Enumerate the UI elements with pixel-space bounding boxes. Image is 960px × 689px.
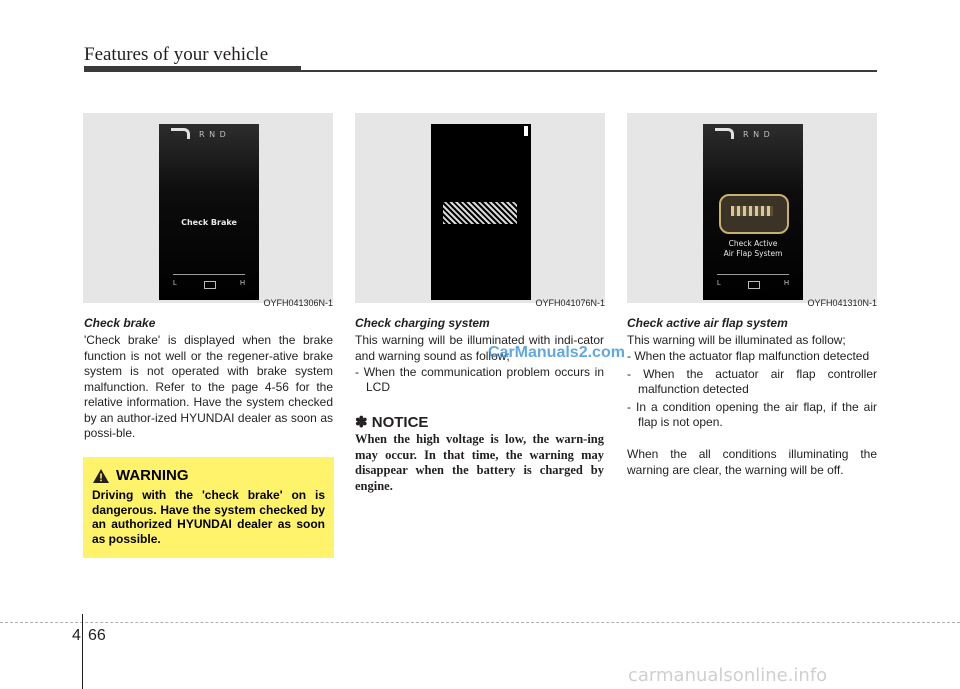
lcd-indicator-icon: [524, 126, 528, 136]
list-item: - When the actuator flap malfunction detected: [627, 349, 870, 363]
lcd-screen: [431, 124, 531, 300]
gear-p-icon: [171, 128, 190, 139]
lcd-screen: [703, 124, 803, 300]
section-intro: This warning will be illuminated with indi-cator and warning sound as follow;: [355, 333, 604, 363]
lcd-message-line1: Check Active: [728, 239, 778, 248]
warning-triangle-icon: [92, 468, 110, 484]
condition-list: [355, 365, 604, 395]
lcd-message: Check Brake: [181, 218, 237, 227]
air-flap-icon: [719, 194, 789, 234]
page-header-title: Features of your vehicle: [84, 44, 269, 65]
header-bar: [84, 66, 301, 72]
section-heading: Check brake: [84, 316, 156, 330]
header-rule: [301, 70, 877, 72]
warning-title: WARNING: [116, 467, 189, 484]
gear-indicator: R N D: [199, 130, 227, 139]
page-number: 66: [88, 627, 106, 644]
figure-check-charging: [355, 113, 605, 303]
figure-caption: OYFH041306N-1: [263, 298, 333, 308]
footer-watermark: carmanualsonline.info: [628, 665, 828, 686]
lcd-screen: [159, 124, 259, 300]
condition-list: [627, 349, 877, 430]
notice-title: ✽ NOTICE: [355, 414, 429, 431]
gauge-high-label: H: [784, 280, 790, 287]
figure-caption: OYFH041076N-1: [535, 298, 605, 308]
gear-indicator: R N D: [743, 130, 771, 139]
gauge-low-label: L: [717, 280, 721, 287]
section-heading: Check active air flap system: [627, 316, 788, 330]
footer-divider: [82, 614, 83, 689]
gear-p-icon: [715, 128, 734, 139]
gauge-high-label: H: [240, 280, 246, 287]
section-heading: Check charging system: [355, 316, 490, 330]
section-outro: When the all conditions illuminating the warning are clear, the warning will be off.: [627, 447, 877, 477]
figure-check-brake: [83, 113, 333, 303]
warning-box: [83, 457, 334, 558]
section-number: 4: [72, 627, 81, 644]
figure-caption: OYFH041310N-1: [807, 298, 877, 308]
list-item: - In a condition opening the air flap, if the air flap is not open.: [627, 400, 877, 429]
watermark-text: CarManuals2.com: [488, 344, 625, 361]
warning-body: Driving with the 'check brake' on is dangerous. Have the system checked by an authorized HYUNDAI dealer as soon as possible.: [92, 488, 325, 546]
section-body: 'Check brake' is displayed when the brake function is not well or the regener-ative brake system is not operated with brake system malfunction. Refer to the page 4-56 for the relative information. Have the system checked by an author-ized HYUNDAI dealer as soon as possi-ble.: [84, 333, 333, 440]
lcd-message-line2: Air Flap System: [723, 249, 783, 258]
list-item: - When the actuator air flap controller malfunction detected: [627, 367, 877, 396]
list-item: - When the communication problem occurs in LCD: [355, 365, 604, 394]
battery-icon: [204, 281, 216, 289]
battery-icon: [748, 281, 760, 289]
gauge-low-label: L: [173, 280, 177, 287]
figure-active-air-flap: [627, 113, 877, 303]
notice-body: When the high voltage is low, the warn-ing may occur. In that time, the warning may disappear when the battery is charged by engine.: [355, 432, 604, 493]
footer-rule: [0, 622, 960, 623]
section-intro: This warning will be illuminated as follow;: [627, 333, 846, 347]
garbled-message-icon: [443, 202, 517, 224]
